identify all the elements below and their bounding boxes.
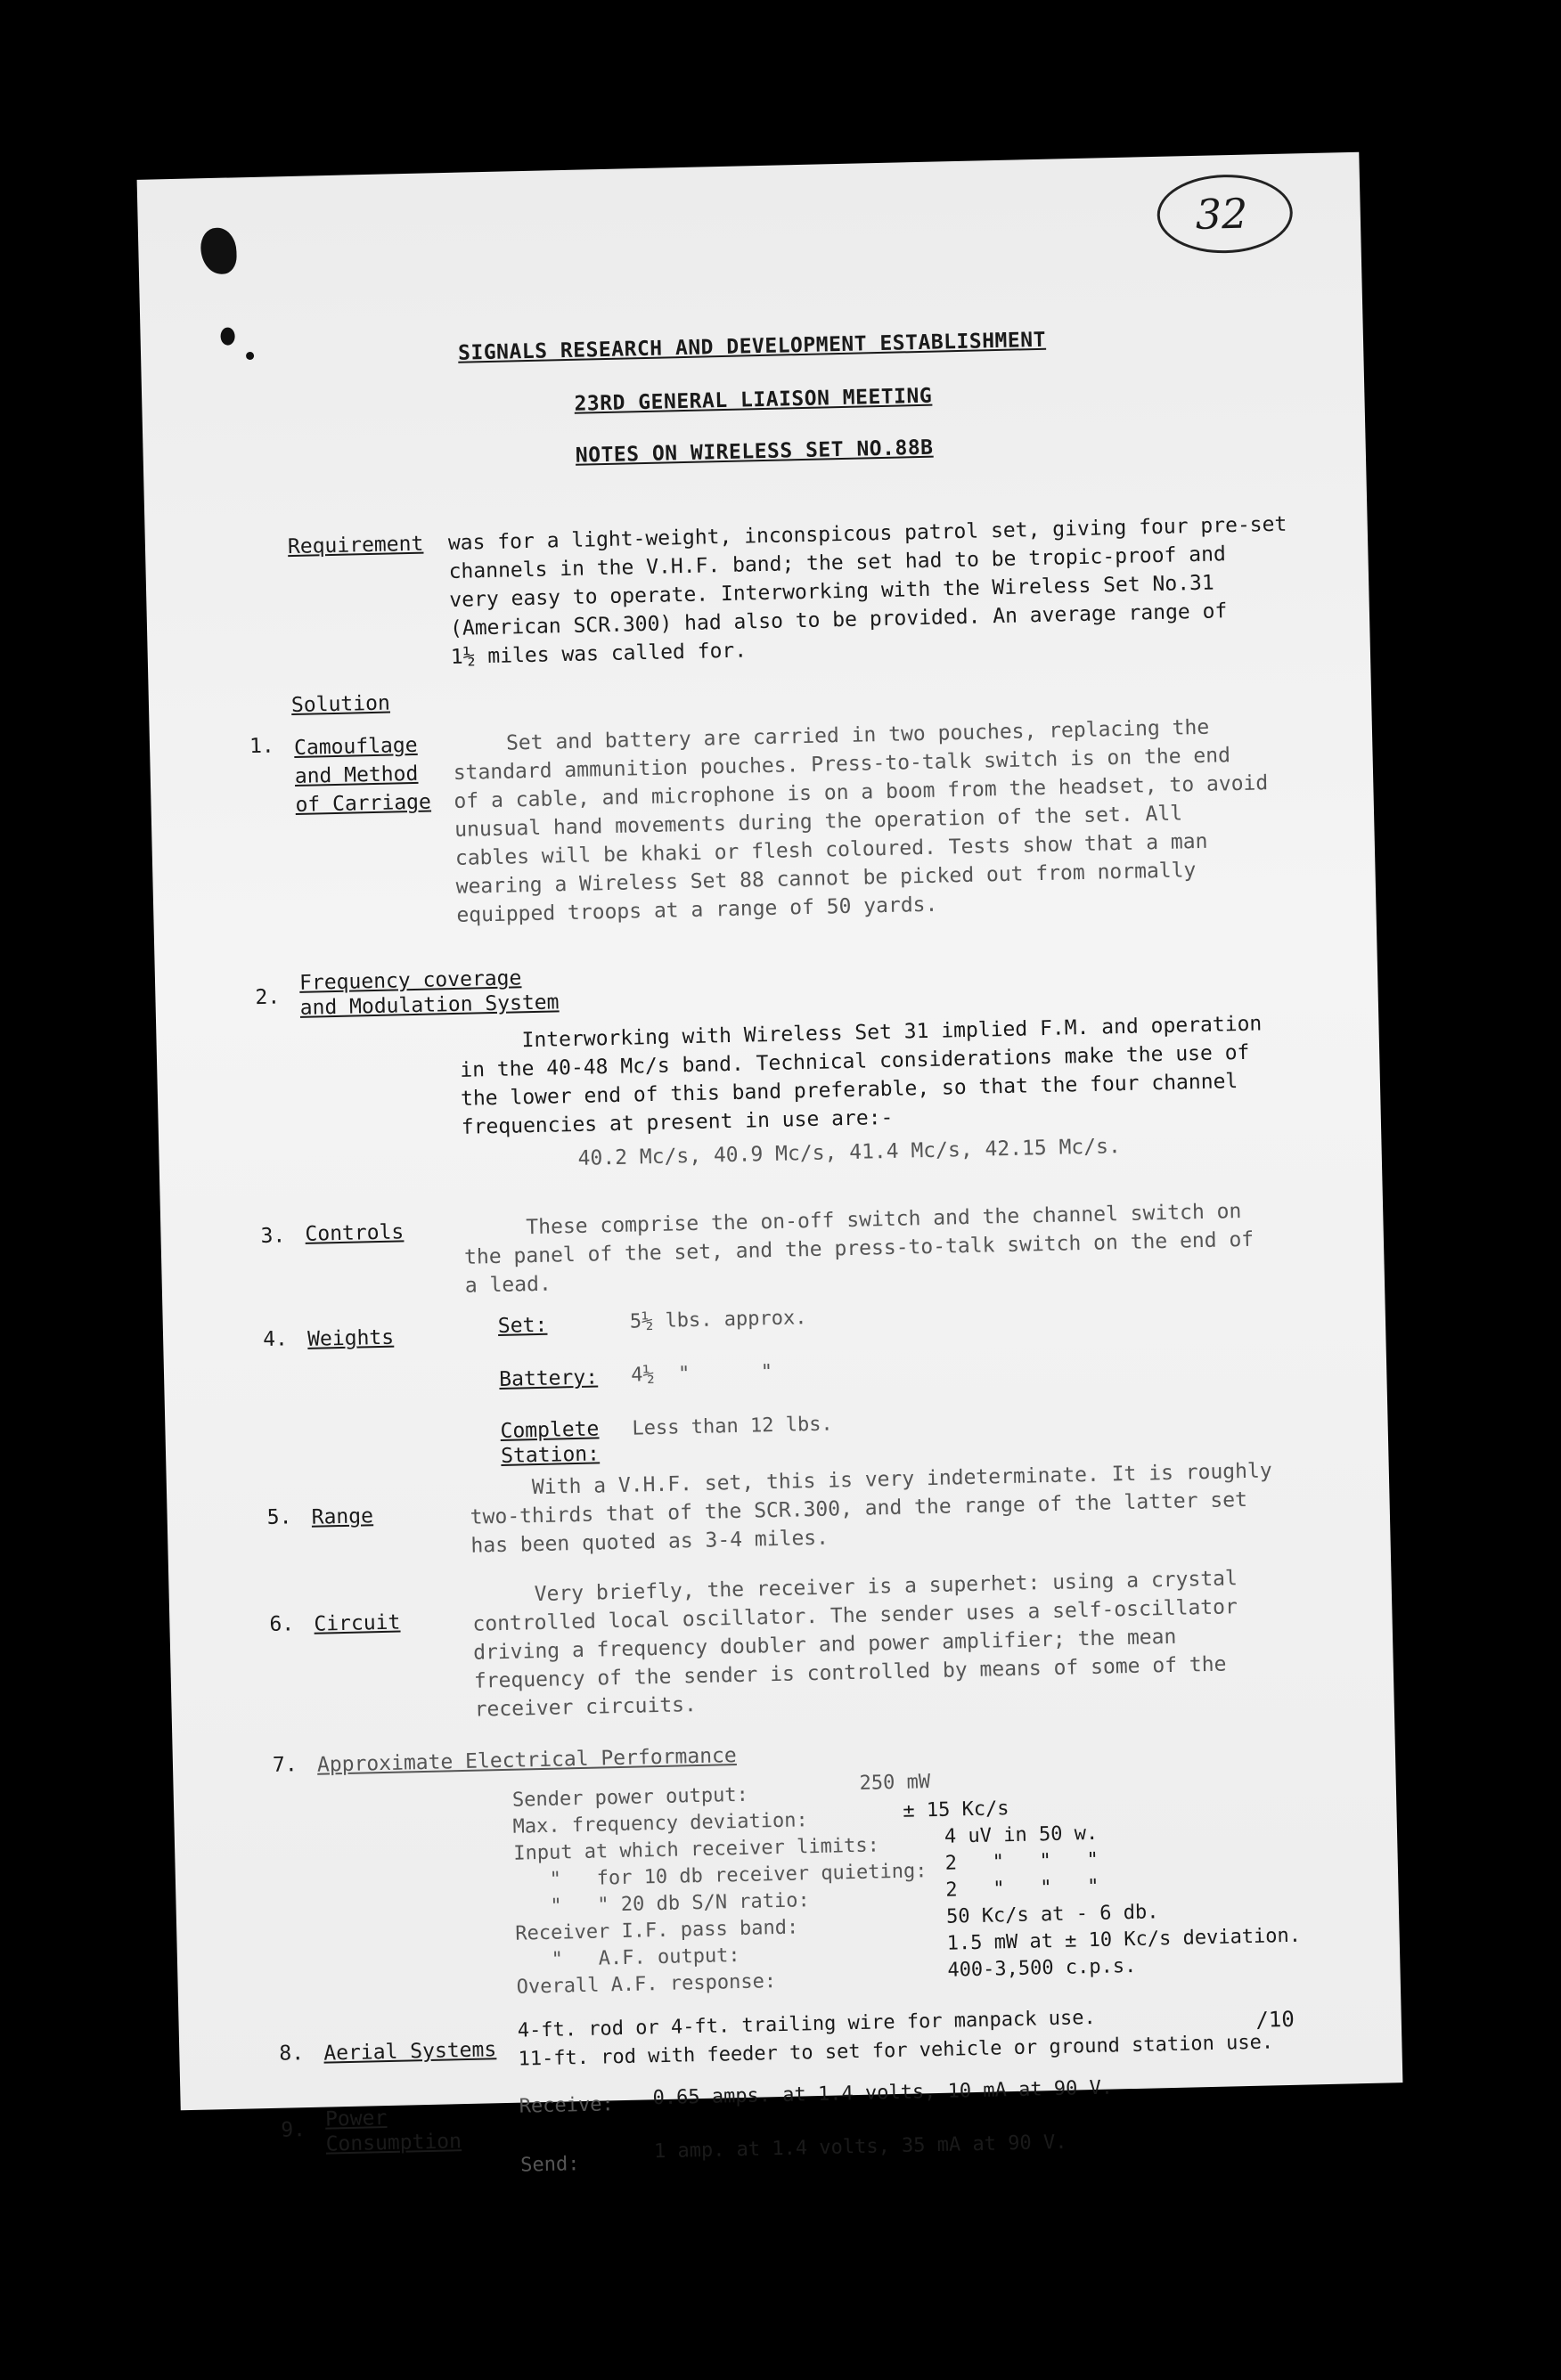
- performance-item: Max. frequency deviation:: [512, 1809, 808, 1838]
- section-label: Circuit: [314, 1610, 401, 1636]
- section-text: Interworking with Wireless Set 31 implied F.M. and operation in the 40-48 Mc/s band. Technical considerations make the use of the lower end of this band preferable, so that the four channel frequencies at present in use are:-: [460, 1012, 1263, 1139]
- section-label: Frequency coverage and Modulation System: [298, 966, 560, 1020]
- section-text: These comprise the on-off switch and the channel switch on the panel of the set, and the press-to-talk switch on the end of a lead.: [463, 1200, 1255, 1298]
- weight-value: Less than 12 lbs.: [632, 1413, 833, 1440]
- performance-item: " " 20 db S/N ratio:: [514, 1889, 811, 1919]
- power-value: 0.65 amps. at 1.4 volts, 10 mA at 90 V.: [652, 2076, 1114, 2110]
- section-label: Camouflage and Method of Carriage: [293, 733, 432, 817]
- weight-item: Set:: [497, 1313, 548, 1338]
- performance-item: Receiver I.F. pass band:: [515, 1916, 799, 1945]
- performance-item: Input at which receiver limits:: [513, 1834, 880, 1865]
- performance-value: 400-3,500 c.p.s.: [947, 1954, 1137, 1982]
- weight-value: 4½ " ": [630, 1361, 773, 1387]
- section-label: Range: [311, 1504, 374, 1529]
- section-label: Controls: [305, 1220, 405, 1246]
- performance-value: 2 " " ": [944, 1848, 1099, 1875]
- section-number: 5.: [266, 1505, 292, 1529]
- performance-value: 1.5 mW at ± 10 Kc/s deviation.: [946, 1924, 1302, 1955]
- section-number: 3.: [260, 1224, 286, 1248]
- section-label: Approximate Electrical Performance: [316, 1744, 738, 1777]
- section-label: Aerial Systems: [323, 2038, 497, 2066]
- page-number: 32: [1195, 189, 1248, 239]
- section-text: Very briefly, the receiver is a superhet: using a crystal controlled local oscillator. The sender uses a self-oscillator driving a frequency doubler and power amplifier; the mean frequency of the sender is controlled by means of some of the receiver circuits.: [472, 1567, 1238, 1722]
- performance-item: Overall A.F. response:: [516, 1970, 777, 1999]
- section-number: 8.: [279, 2042, 305, 2066]
- section-label: Weights: [306, 1325, 395, 1351]
- weight-value: 5½ lbs. approx.: [629, 1307, 807, 1333]
- section-number: 6.: [269, 1612, 295, 1636]
- document-page: [137, 152, 1403, 2177]
- performance-value: 250 mW: [859, 1771, 931, 1795]
- continuation-marker: /10: [1255, 2006, 1295, 2033]
- section-number: 7.: [272, 1753, 298, 1777]
- heading-1: SIGNALS RESEARCH AND DEVELOPMENT ESTABLISHMENT: [457, 328, 1047, 365]
- performance-item: " for 10 db receiver quieting:: [513, 1860, 928, 1892]
- section-number: 2.: [255, 985, 281, 1010]
- ink-stain: [220, 327, 234, 345]
- frequency-list: 40.2 Mc/s, 40.9 Mc/s, 41.4 Mc/s, 42.15 Mc/s.: [577, 1135, 1122, 1170]
- section-label: Power Consumption: [324, 2107, 462, 2156]
- requirement-label: Requirement: [287, 532, 424, 559]
- performance-value: 2 " " ": [945, 1875, 1099, 1902]
- section-number: 9.: [281, 2118, 306, 2142]
- power-item: Receive:: [519, 2093, 614, 2118]
- performance-item: " A.F. output:: [515, 1944, 740, 1972]
- solution-label: Solution: [290, 691, 391, 718]
- performance-value: 4 uV in 50 w.: [944, 1822, 1099, 1848]
- performance-value: 50 Kc/s at - 6 db.: [945, 1901, 1159, 1928]
- section-text: 4-ft. rod or 4-ft. trailing wire for manpack use. 11-ft. rod with feeder to set for vehicle or ground station use.: [517, 2006, 1274, 2071]
- section-text: With a V.H.F. set, this is very indeterminate. It is roughly two-thirds that of the SCR.300, and the range of the latter set has been quoted as 3-4 miles.: [470, 1459, 1272, 1558]
- performance-value: ± 15 Kc/s: [903, 1797, 1009, 1822]
- performance-item: Sender power output:: [511, 1783, 749, 1812]
- heading-2: 23RD GENERAL LIAISON MEETING: [574, 384, 933, 416]
- weight-item: Complete Station:: [500, 1417, 601, 1468]
- page-number-circle: [1156, 173, 1294, 254]
- section-text: Set and battery are carried in two pouches, replacing the standard ammunition pouches. Press-to-talk switch is on the end of a cable, and microphone is on a boom from the headset, to avoid unusual hand movements during the operation of the set. All cables will be khaki or flesh coloured. Tests show that a man wearing a Wireless Set 88 cannot be picked out from normally equipped troops at a range of 50 yards.: [453, 715, 1269, 927]
- ink-stain: [200, 227, 237, 274]
- section-number: 1.: [249, 734, 275, 759]
- heading-3: NOTES ON WIRELESS SET NO.88B: [575, 436, 934, 468]
- power-value: 1 amp. at 1.4 volts, 35 mA at 90 V.: [653, 2131, 1067, 2164]
- power-item: Send:: [519, 2153, 580, 2177]
- section-number: 4.: [262, 1327, 289, 1351]
- weight-item: Battery:: [498, 1365, 599, 1391]
- requirement-text: was for a light-weight, inconspicous patrol set, giving four pre-set channels in the V.H.F. band; the set had to be tropic-proof and very easy to operate. Interworking with the Wireless Set No.31 (American SCR.300) had also to be provided. An average range of 1½ miles was called for.: [447, 512, 1287, 669]
